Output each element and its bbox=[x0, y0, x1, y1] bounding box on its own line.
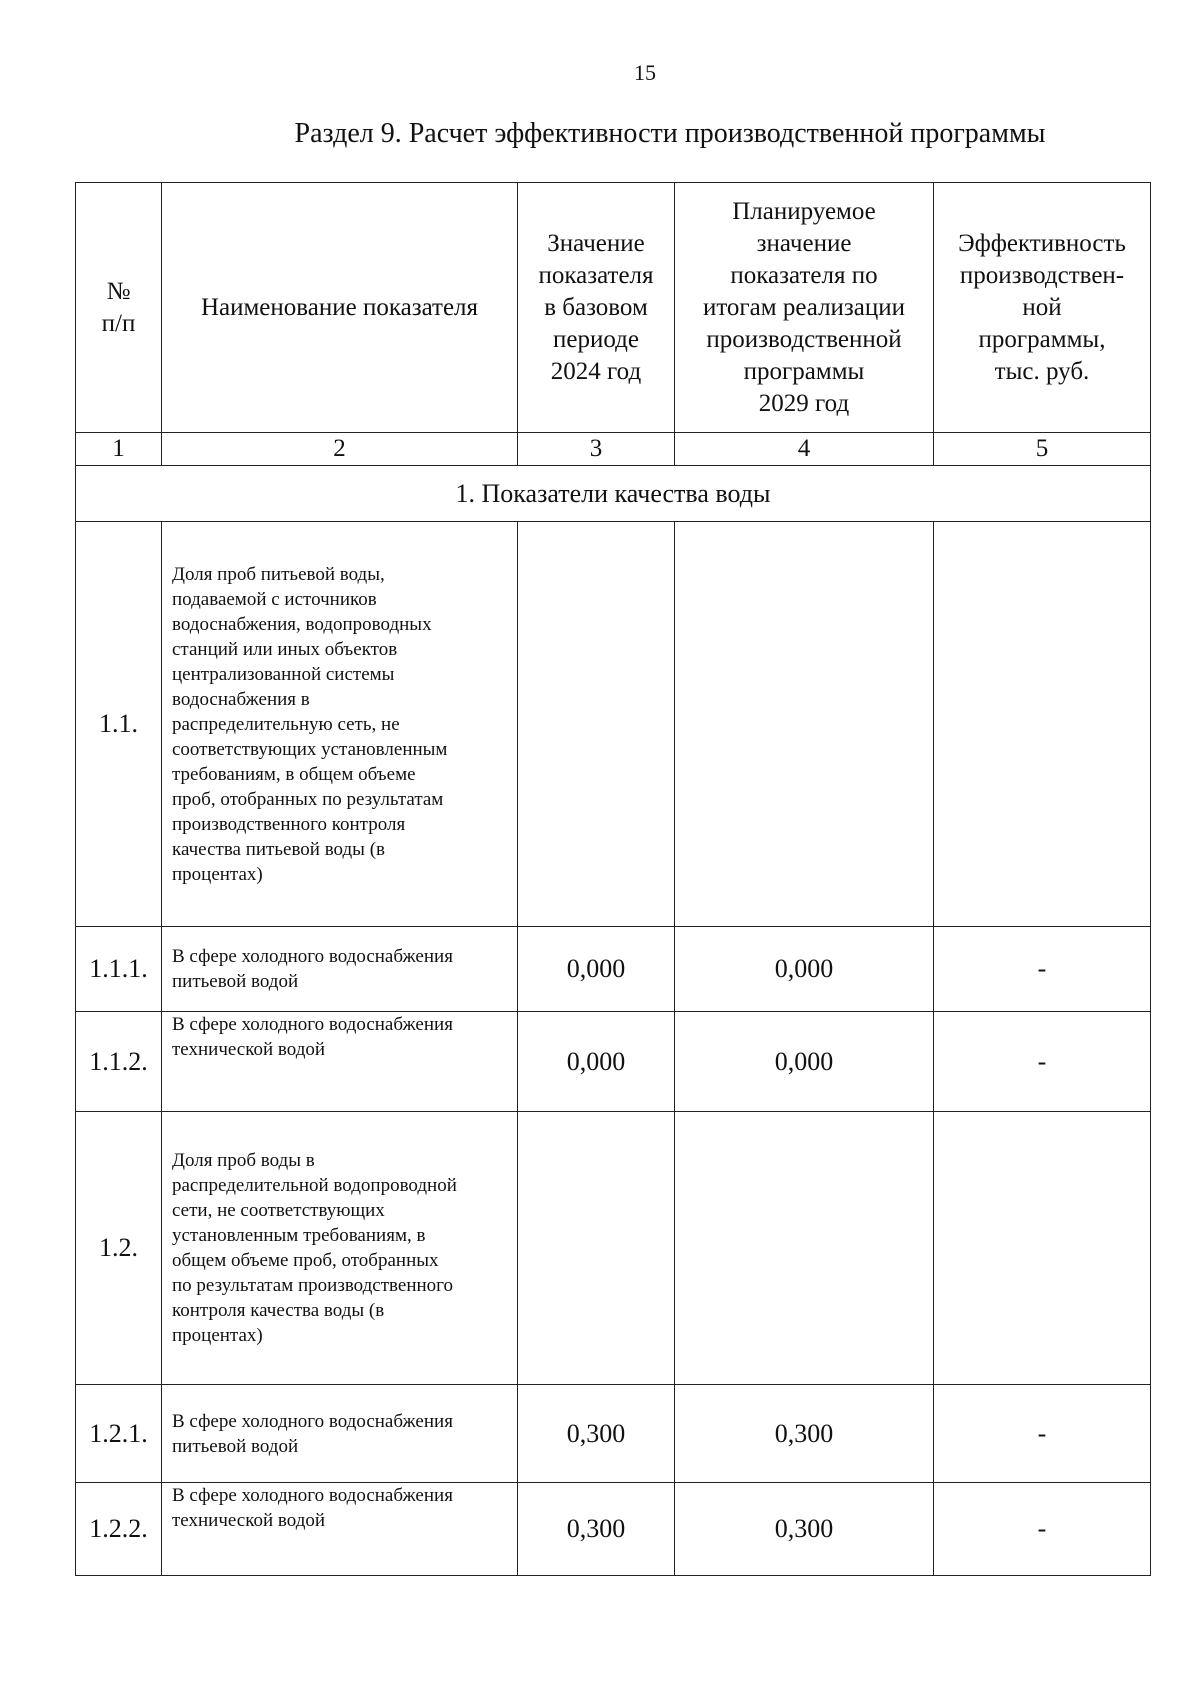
text-line: по результатам производственного bbox=[172, 1275, 453, 1296]
text-line: питьевой водой bbox=[172, 971, 299, 992]
text-line: В сфере холодного водоснабжения bbox=[172, 1485, 453, 1506]
row-number: 1.1.2. bbox=[76, 1012, 162, 1112]
base-value bbox=[518, 1112, 675, 1385]
header-row bbox=[76, 183, 1151, 433]
text-line: процентах) bbox=[172, 863, 263, 885]
text-line: технической водой bbox=[172, 1510, 326, 1531]
text-line: тыс. руб. bbox=[994, 357, 1090, 385]
text-line: общем объеме проб, отобранных bbox=[172, 1250, 439, 1271]
indicator-name bbox=[162, 522, 518, 927]
table-row bbox=[76, 522, 1151, 927]
planned-value bbox=[675, 1112, 934, 1385]
text-line: ной bbox=[1022, 293, 1062, 321]
column-number: 2 bbox=[162, 433, 518, 466]
text-line: распределительную сеть, не bbox=[172, 713, 400, 735]
header-number bbox=[76, 183, 162, 433]
indicator-name bbox=[162, 927, 518, 1012]
indicator-name bbox=[162, 1483, 518, 1576]
planned-value: 0,300 bbox=[675, 1483, 934, 1576]
text-line: В сфере холодного водоснабжения bbox=[172, 946, 453, 967]
indicator-name bbox=[162, 1385, 518, 1483]
table-row bbox=[76, 1483, 1151, 1576]
efficiency-table bbox=[75, 182, 1151, 1576]
text-line: программы bbox=[743, 357, 865, 385]
base-value: 0,300 bbox=[518, 1483, 675, 1576]
header-indicator-name bbox=[162, 183, 518, 433]
text-line: Эффективность bbox=[958, 229, 1126, 257]
text-line: п/п bbox=[101, 309, 136, 337]
text-line: процентах) bbox=[172, 1325, 263, 1346]
text-line: В сфере холодного водоснабжения bbox=[172, 1014, 453, 1035]
text-line: показателя по bbox=[730, 261, 878, 289]
row-number: 1.1. bbox=[76, 522, 162, 927]
header-efficiency bbox=[934, 183, 1151, 433]
text-line: питьевой водой bbox=[172, 1435, 299, 1457]
text-line: требованиям, в общем объеме bbox=[172, 763, 416, 785]
text-line: станций или иных объектов bbox=[172, 638, 398, 660]
text-line: централизованной системы bbox=[172, 663, 395, 685]
column-numbers-row bbox=[76, 433, 1151, 466]
text-line: Доля проб питьевой воды, bbox=[172, 563, 385, 585]
text-line: значение bbox=[756, 229, 852, 257]
planned-value: 0,300 bbox=[675, 1385, 934, 1483]
base-value bbox=[518, 522, 675, 927]
text-line: проб, отобранных по результатам bbox=[172, 788, 444, 810]
table-row bbox=[76, 927, 1151, 1012]
table-row bbox=[76, 1385, 1151, 1483]
efficiency-value: - bbox=[934, 1012, 1151, 1112]
text-line: Значение bbox=[547, 229, 645, 257]
efficiency-value: - bbox=[934, 927, 1151, 1012]
text-line: Доля проб воды в bbox=[172, 1150, 315, 1171]
text-line: установленным требованиям, в bbox=[172, 1225, 426, 1246]
text-line: контроля качества воды (в bbox=[172, 1300, 385, 1321]
text-line: периоде bbox=[553, 325, 639, 353]
text-line: № bbox=[106, 277, 131, 305]
row-number: 1.2. bbox=[76, 1112, 162, 1385]
base-value: 0,000 bbox=[518, 927, 675, 1012]
text-line: программы, bbox=[978, 325, 1106, 353]
planned-value bbox=[675, 522, 934, 927]
page-number: 15 bbox=[634, 60, 656, 85]
header-planned-value bbox=[675, 183, 934, 433]
text-line: 2024 год bbox=[550, 357, 642, 385]
efficiency-value bbox=[934, 1112, 1151, 1385]
planned-value: 0,000 bbox=[675, 927, 934, 1012]
text-line: В сфере холодного водоснабжения bbox=[172, 1410, 453, 1432]
text-line: подаваемой с источников bbox=[172, 588, 377, 610]
section-title: Раздел 9. Расчет эффективности производственной программы bbox=[294, 118, 1046, 149]
text-line: 2029 год bbox=[758, 389, 850, 417]
efficiency-value: - bbox=[934, 1483, 1151, 1576]
section-heading: 1. Показатели качества воды bbox=[76, 466, 1151, 522]
base-value: 0,300 bbox=[518, 1385, 675, 1483]
text-line: производственной bbox=[706, 325, 902, 353]
text-line: в базовом bbox=[544, 293, 648, 321]
table-row bbox=[76, 1012, 1151, 1112]
text-line: водоснабжения в bbox=[172, 688, 310, 710]
text-line: технической водой bbox=[172, 1039, 326, 1060]
column-number: 3 bbox=[518, 433, 675, 466]
indicator-name bbox=[162, 1112, 518, 1385]
text-line: сети, не соответствующих bbox=[172, 1200, 385, 1221]
text-line: распределительной водопроводной bbox=[172, 1175, 457, 1196]
header-base-value bbox=[518, 183, 675, 433]
text-line: Планируемое bbox=[732, 197, 876, 225]
column-number: 5 bbox=[934, 433, 1151, 466]
text-line: производствен- bbox=[959, 261, 1125, 289]
table-row bbox=[76, 1112, 1151, 1385]
indicator-name bbox=[162, 1012, 518, 1112]
text-line: показателя bbox=[538, 261, 654, 289]
row-number: 1.2.2. bbox=[76, 1483, 162, 1576]
column-number: 1 bbox=[76, 433, 162, 466]
section-heading-row bbox=[76, 466, 1151, 522]
row-number: 1.2.1. bbox=[76, 1385, 162, 1483]
planned-value: 0,000 bbox=[675, 1012, 934, 1112]
text-line: Наименование показателя bbox=[200, 293, 479, 321]
text-line: производственного контроля bbox=[172, 813, 406, 835]
text-line: соответствующих установленным bbox=[172, 738, 448, 760]
row-number: 1.1.1. bbox=[76, 927, 162, 1012]
text-line: водоснабжения, водопроводных bbox=[172, 613, 432, 635]
base-value: 0,000 bbox=[518, 1012, 675, 1112]
efficiency-value bbox=[934, 522, 1151, 927]
column-number: 4 bbox=[675, 433, 934, 466]
text-line: качества питьевой воды (в bbox=[172, 838, 385, 860]
text-line: итогам реализации bbox=[702, 293, 906, 321]
efficiency-value: - bbox=[934, 1385, 1151, 1483]
